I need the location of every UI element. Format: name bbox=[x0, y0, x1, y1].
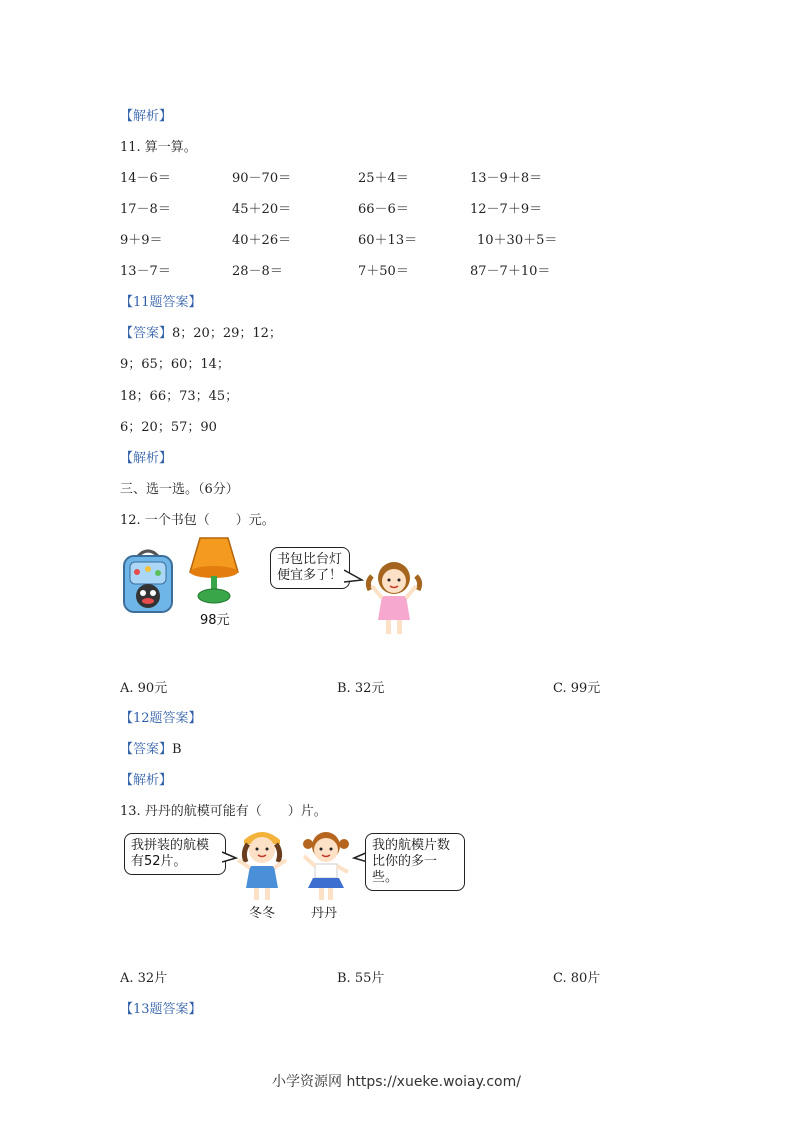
analysis-tag: 【解析】 bbox=[120, 773, 173, 788]
calc-item: 87－7＋10＝ bbox=[470, 264, 551, 279]
calc-item: 66－6＝ bbox=[358, 202, 409, 217]
bubble-line: 书包比台灯 bbox=[277, 552, 343, 567]
calc-item: 25＋4＝ bbox=[358, 171, 409, 186]
answer-value: 8；20；29；12； bbox=[172, 326, 282, 341]
bubble-line: 有52片。 bbox=[131, 854, 187, 869]
calc-item: 13－7＝ bbox=[120, 264, 171, 279]
answer-tag: 【12题答案】 bbox=[120, 711, 202, 726]
bubble-line: 我拼装的航模 bbox=[131, 838, 210, 853]
option-b: B. 55片 bbox=[337, 971, 385, 986]
calc-item: 14－6＝ bbox=[120, 171, 171, 186]
footer-watermark: 小学资源网 https://xueke.woiay.com/ bbox=[272, 1074, 521, 1090]
calc-item: 60＋13＝ bbox=[358, 233, 418, 248]
calc-item: 28－8＝ bbox=[232, 264, 283, 279]
boy-dongdong-image bbox=[234, 822, 290, 902]
option-c: C. 99元 bbox=[553, 681, 601, 696]
lamp-image bbox=[188, 534, 240, 606]
calc-item: 12－7＋9＝ bbox=[470, 202, 543, 217]
speech-bubble bbox=[270, 547, 350, 589]
calc-item: 7＋50＝ bbox=[358, 264, 409, 279]
section-heading: 三、选一选。（6分） bbox=[120, 482, 239, 497]
lamp-price-label: 98元 bbox=[200, 613, 230, 628]
calc-item: 10＋30＋5＝ bbox=[477, 233, 558, 248]
bubble-line: 便宜多了！ bbox=[277, 568, 343, 583]
question-13-title: 13. 丹丹的航模可能有（ ）片。 bbox=[120, 804, 327, 819]
calc-item: 9＋9＝ bbox=[120, 233, 163, 248]
option-a: A. 90元 bbox=[120, 681, 168, 696]
bubble-tail bbox=[344, 568, 364, 588]
bubble-line: 比你的多一些。 bbox=[372, 854, 438, 885]
name-dongdong: 冬冬 bbox=[249, 906, 276, 921]
question-12-title: 12. 一个书包（ ）元。 bbox=[120, 513, 275, 528]
answer-line bbox=[120, 738, 182, 757]
calc-item: 17－8＝ bbox=[120, 202, 171, 217]
answer-value: B bbox=[172, 742, 182, 757]
answer-line bbox=[120, 322, 282, 341]
calc-item: 45＋20＝ bbox=[232, 202, 292, 217]
bubble-line: 我的航模片数 bbox=[372, 838, 451, 853]
answer-line: 9；65；60；14； bbox=[120, 357, 230, 372]
option-a: A. 32片 bbox=[120, 971, 168, 986]
backpack-image bbox=[120, 548, 176, 614]
answer-tag: 【13题答案】 bbox=[120, 1002, 202, 1017]
calc-item: 40＋26＝ bbox=[232, 233, 292, 248]
name-dandan: 丹丹 bbox=[311, 906, 338, 921]
answer-label: 【答案】 bbox=[120, 326, 173, 341]
speech-bubble-right bbox=[365, 833, 465, 891]
question-11-title: 11. 算一算。 bbox=[120, 140, 197, 155]
girl-dandan-image bbox=[298, 822, 354, 902]
calc-item: 90－70＝ bbox=[232, 171, 292, 186]
answer-line: 18；66；73；45； bbox=[120, 389, 239, 404]
speech-bubble-left bbox=[124, 833, 226, 875]
analysis-tag: 【解析】 bbox=[120, 451, 173, 466]
option-c: C. 80片 bbox=[553, 971, 601, 986]
option-b: B. 32元 bbox=[337, 681, 385, 696]
girl-image bbox=[364, 556, 424, 638]
calc-item: 13－9＋8＝ bbox=[470, 171, 543, 186]
analysis-tag: 【解析】 bbox=[120, 109, 173, 124]
answer-label: 【答案】 bbox=[120, 742, 173, 757]
answer-line: 6；20；57；90 bbox=[120, 420, 217, 435]
answer-tag: 【11题答案】 bbox=[120, 295, 202, 310]
